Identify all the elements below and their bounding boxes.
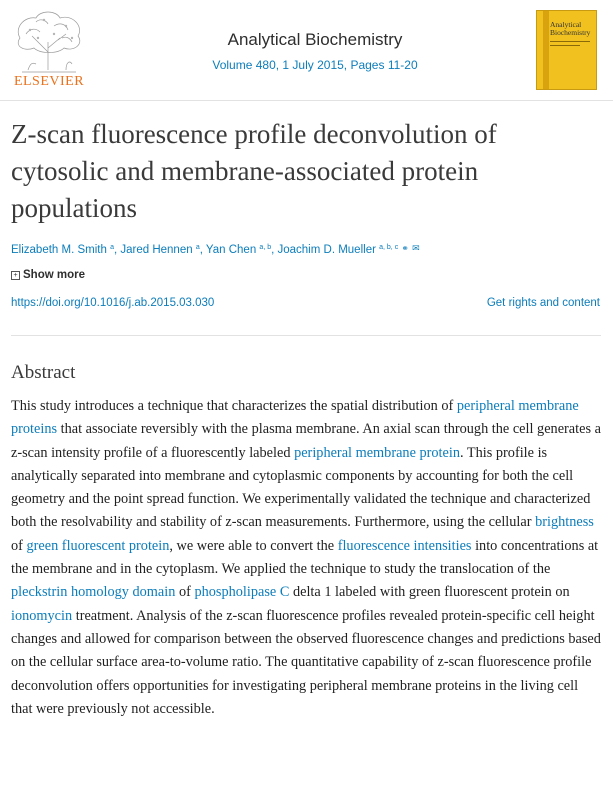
- topic-link[interactable]: green fluorescent protein: [26, 537, 170, 554]
- plus-box-icon: +: [11, 271, 20, 280]
- section-divider: [11, 335, 601, 336]
- cover-band: [543, 11, 549, 89]
- show-more-button[interactable]: [11, 269, 85, 281]
- cover-rule: [550, 41, 590, 42]
- topic-link[interactable]: phospholipase C: [194, 584, 290, 601]
- author-separator: ,: [271, 244, 278, 256]
- topic-link[interactable]: pleckstrin homology domain: [11, 584, 176, 601]
- author-link[interactable]: [278, 244, 399, 256]
- abstract-text-span: , we were able to convert the: [169, 537, 338, 554]
- author-separator: ,: [199, 244, 206, 256]
- affiliation-marker: a: [195, 244, 200, 251]
- abstract-text-span: treatment. Analysis of the z-scan fluorescence profiles revealed protein-specific cell height changes and allowed for comparison between the observed fluorescence changes and predictions based on the cellular surface area-to-volume ratio. The quantitative capability of z-scan fluorescence profile deconvolution offers opportunities for investigating peripheral membrane proteins in the living cell that were previously not accessible.: [11, 607, 601, 717]
- topic-link[interactable]: peripheral membrane protein: [294, 444, 460, 461]
- mail-icon[interactable]: ✉: [412, 243, 420, 253]
- affiliation-marker: a, b: [259, 244, 272, 251]
- author-link[interactable]: [11, 244, 114, 256]
- abstract-text-span: . This profile is analytically separated into membrane and cytoplasmic components by accounting for both the cell geometry and the point spread function. We experimentally validated the technique and characterized both the resolvability and stability of z-scan measurements. Furthermore, using the cellular: [11, 444, 591, 531]
- author-name: Elizabeth M. Smith: [11, 244, 107, 256]
- author-list: [11, 243, 601, 256]
- affiliation-marker: a, b, c: [379, 244, 399, 251]
- topic-link[interactable]: brightness: [535, 514, 594, 531]
- author-name: Joachim D. Mueller: [277, 244, 376, 256]
- affiliation-marker: a: [110, 244, 114, 251]
- topic-link[interactable]: fluorescence intensities: [337, 537, 472, 554]
- abstract-text-span: that associate reversibly with the plasma membrane. An axial scan through the cell generates a z-scan intensity profile of a fluorescently labeled: [11, 421, 601, 461]
- cover-title-line2: Biochemistry: [550, 28, 591, 37]
- show-more-label: Show more: [23, 269, 85, 281]
- article-title: Z-scan fluorescence profile deconvolution of cytosolic and membrane-associated protein populations: [11, 119, 497, 223]
- abstract-text-span: This study introduces a technique that characterizes the spatial distribution of: [11, 398, 457, 414]
- abstract-text: [11, 395, 603, 721]
- cover-rule: [550, 45, 580, 46]
- abstract-heading: Abstract: [11, 362, 76, 383]
- cover-title-line1: Analytical: [550, 20, 582, 29]
- elsevier-wordmark: ELSEVIER: [13, 74, 85, 89]
- cover-title: [550, 21, 596, 37]
- journal-header: [0, 0, 613, 101]
- abstract-text-span: of: [11, 537, 27, 554]
- journal-cover-thumbnail[interactable]: [536, 10, 597, 90]
- author-link[interactable]: [206, 244, 271, 256]
- journal-volume-link[interactable]: Volume 480, 1 July 2015, Pages 11-20: [212, 58, 418, 72]
- abstract-text-span: of: [175, 584, 195, 601]
- tree-icon: [10, 8, 88, 78]
- topic-link[interactable]: peripheral membrane proteins: [11, 398, 579, 438]
- person-icon[interactable]: ⚭: [401, 243, 409, 253]
- abstract-text-span: delta 1 labeled with green fluorescent protein on: [289, 584, 570, 601]
- author-link[interactable]: [120, 244, 199, 256]
- abstract-text-span: into concentrations at the membrane and in the cytoplasm. We applied the technique to study the translocation of the: [11, 537, 599, 578]
- author-name: Jared Hennen: [120, 244, 193, 256]
- author-separator: ,: [113, 244, 121, 256]
- rights-link[interactable]: Get rights and content: [486, 297, 600, 309]
- journal-title-link[interactable]: Analytical Biochemistry: [227, 30, 403, 49]
- doi-link[interactable]: https://doi.org/10.1016/j.ab.2015.03.030: [11, 297, 215, 309]
- author-name: Yan Chen: [205, 244, 257, 256]
- topic-link[interactable]: ionomycin: [11, 607, 73, 624]
